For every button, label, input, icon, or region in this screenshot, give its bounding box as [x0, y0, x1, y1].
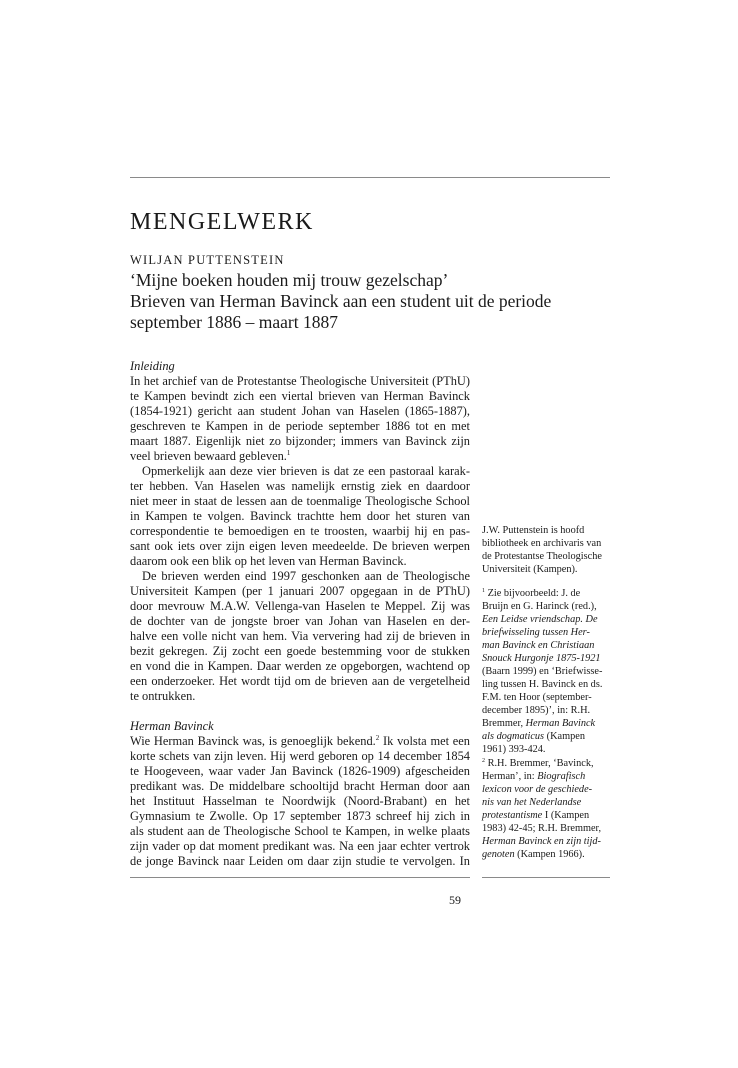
- title-line: Brieven van Herman Bavinck aan een student uit de periode: [130, 291, 552, 311]
- sidenote-italic: Snouck Hurgonje 1875-1921: [482, 653, 601, 664]
- sidenote-italic: als dogmaticus: [482, 731, 545, 742]
- page-number: 59: [449, 893, 461, 907]
- sidenote-line: [482, 626, 610, 639]
- text-line: te Kampen bevindt zich een viertal brieven van Herman Bavinck: [130, 389, 470, 403]
- sidenote-line: [482, 809, 610, 822]
- text-line: bezit gekregen. Zij zocht een goede bestemming voor de stukken: [130, 644, 470, 658]
- text-line: maart 1887. Eigenlijk niet zo bijzonder; immers van Bavinck zijn: [130, 434, 470, 448]
- sidenote-line: (Baarn 1999) en ‘Briefwisse-: [482, 666, 603, 677]
- sidenote-line: 1983) 42-45; R.H. Bremmer,: [482, 823, 602, 834]
- paragraph: [130, 569, 470, 704]
- title-line: september 1886 – maart 1887: [130, 312, 339, 332]
- section-gap: [130, 704, 470, 719]
- text-line: de jonge Bavinck naar Leiden om daar zijn studie te vervolgen. In: [130, 854, 470, 868]
- footnote-ref-2: 2: [375, 734, 380, 742]
- text-line: een onderzoeker. Het wordt tijd om de brieven aan de vergetelheid: [130, 674, 470, 688]
- text-line: Gymnasium te Zwolle. Op 17 september 1873 schreef hij zich in: [130, 809, 470, 823]
- sidenote-line: F.M. ten Hoor (september-: [482, 692, 592, 703]
- text-line: als student aan de Theologische School te Kampen, in welke plaats: [130, 824, 470, 838]
- sidenote-line: [482, 796, 610, 809]
- sidenote-line: ling tussen H. Bavinck en ds.: [482, 679, 603, 690]
- author-bio-note: [482, 524, 610, 576]
- text-line: in Kampen te volgen. Bavinck trachtte hem door het sturen van: [130, 509, 470, 523]
- text-line: In het archief van de Protestantse Theologische Universiteit (PThU): [130, 374, 470, 388]
- sidenote-line: bibliotheek en archivaris van: [482, 538, 602, 549]
- text-line: te Hoogeveen, waar vader Jan Bavinck (1826-1909) afgescheiden: [130, 764, 470, 778]
- title-line: ‘Mijne boeken houden mij trouw gezelschap’: [130, 270, 449, 290]
- sidenote-line: 1961) 393-424.: [482, 744, 546, 755]
- text-line: Universiteit Kampen (per 1 januari 2007 opgegaan in de PThU): [130, 584, 470, 598]
- sidenote-line: [482, 755, 610, 770]
- paragraph: [130, 464, 470, 569]
- sidenote-text: Bremmer,: [482, 718, 526, 729]
- sidenote-line: [482, 639, 610, 652]
- section-heading-inleiding: Inleiding: [130, 359, 175, 373]
- sidenote-line: J.W. Puttenstein is hoofd: [482, 525, 585, 536]
- sidenote-line: Bruijn en G. Harinck (red.),: [482, 601, 597, 612]
- text-line: ter hebben. Van Haselen was namelijk ernstig ziek en daardoor: [130, 479, 470, 493]
- sidenote-text: R.H. Bremmer, ‘Bavinck,: [487, 758, 594, 769]
- sidenote-line: [482, 652, 610, 665]
- sidenote-line: [482, 783, 610, 796]
- sidenote-italic: genoten: [482, 849, 515, 860]
- sidenote-italic: briefwisseling tussen Her-: [482, 627, 590, 638]
- sidenote-line: december 1895)’, in: R.H.: [482, 705, 591, 716]
- text-line: correspondentie te bemoedigen en te troosten, waarbij hij en pas-: [130, 524, 470, 538]
- text-line: niet meer in staat de lessen aan de toenmalige Theologische School: [130, 494, 470, 508]
- top-rule: [130, 177, 610, 178]
- text-line-with-note: [130, 734, 470, 749]
- sidenote-italic: Een Leidse vriendschap. De: [482, 614, 598, 625]
- text-line: korte schets van zijn leven. Hij werd geboren op 14 december 1854: [130, 749, 470, 763]
- text-fragment: Wie Herman Bavinck was, is genoeglijk bekend.$^2$ Ik volsta met een: [130, 734, 470, 748]
- bottom-rule-side: [482, 877, 610, 878]
- sidenote-line: [482, 770, 610, 783]
- main-text: [130, 359, 470, 869]
- footnote-ref-1: 1: [286, 449, 291, 457]
- footnote-number: 1: [482, 588, 485, 594]
- text-line: geschreven te Kampen in de periode september 1886 tot en met: [130, 419, 470, 433]
- sidenote-italic: nis van het Nederlandse: [482, 797, 582, 808]
- sidenote-line: [482, 730, 610, 743]
- text-line: zijn vader op dat moment predikant was. Na een jaar echter vertrok: [130, 839, 470, 853]
- footnote-2: [482, 755, 610, 861]
- text-line: daarom ook een blik op het leven van Herman Bavinck.: [130, 554, 407, 568]
- text-line: door mevrouw M.A.W. Vellenga-van Haselen te Meppel. Zij was: [130, 599, 470, 613]
- sidenote-italic: protestantisme: [482, 810, 543, 821]
- paragraph: [130, 374, 470, 464]
- text-line: de dochter van de jongste broer van Johan van Haselen en der-: [130, 614, 470, 628]
- text-line: De brieven werden eind 1997 geschonken aan de Theologische: [142, 569, 470, 583]
- sidenote-line: [482, 717, 610, 730]
- text-line: te ontrukken.: [130, 689, 196, 703]
- text-line: en vond die in Kampen. Daar werden ze opgeborgen, wachtend op: [130, 659, 470, 673]
- sidenote-text: (Kampen 1966).: [514, 849, 585, 860]
- text-line: sant ook iets over zijn eigen leven meedeelde. De brieven werpen: [130, 539, 470, 553]
- sidenote-text: I (Kampen: [542, 810, 590, 821]
- bottom-rule-main: [130, 877, 470, 878]
- text-line-with-note: [130, 449, 470, 464]
- sidenote-italic: man Bavinck en Christiaan: [482, 640, 595, 651]
- footnote-1: [482, 585, 610, 756]
- sidenote-line: Universiteit (Kampen).: [482, 564, 578, 575]
- paragraph: [130, 734, 470, 869]
- sidenote-line: [482, 585, 610, 600]
- sidenote-text: Zie bijvoorbeeld: J. de: [487, 588, 581, 599]
- sidenote-line: [482, 613, 610, 626]
- sidenote-italic: Biografisch: [537, 771, 586, 782]
- sidenote-text: Herman’, in:: [482, 771, 538, 782]
- sidenote-line: [482, 848, 610, 861]
- sidenote-line: de Protestantse Theologische: [482, 551, 602, 562]
- text-line: (1854-1921) gericht aan student Johan van Haselen (1865-1887),: [130, 404, 470, 418]
- sidenote-italic: Herman Bavinck en zijn tijd-: [482, 836, 601, 847]
- author-name: WILJAN PUTTENSTEIN: [130, 253, 285, 267]
- sidenote-text: (Kampen: [544, 731, 585, 742]
- text-line: het Instituut Hasselman te Noordwijk (Noord-Brabant) en het: [130, 794, 470, 808]
- text-line: predikant was. De middelbare schooltijd bracht Herman door aan: [130, 779, 470, 793]
- section-heading-herman-bavinck: Herman Bavinck: [130, 719, 214, 733]
- text-fragment: veel brieven bewaard gebleven.: [130, 449, 287, 463]
- section-title: MENGELWERK: [130, 209, 314, 235]
- sidenote-line: [482, 835, 610, 848]
- text-line: halve een volle nicht van hem. Via ververing had zij de brieven in: [130, 629, 470, 643]
- sidenote-italic: Herman Bavinck: [525, 718, 596, 729]
- footnote-number: 2: [482, 758, 485, 764]
- article-title: [130, 270, 610, 333]
- text-line: Opmerkelijk aan deze vier brieven is dat ze een pastoraal karak-: [142, 464, 470, 478]
- sidenote-italic: lexicon voor de geschiede-: [482, 784, 593, 795]
